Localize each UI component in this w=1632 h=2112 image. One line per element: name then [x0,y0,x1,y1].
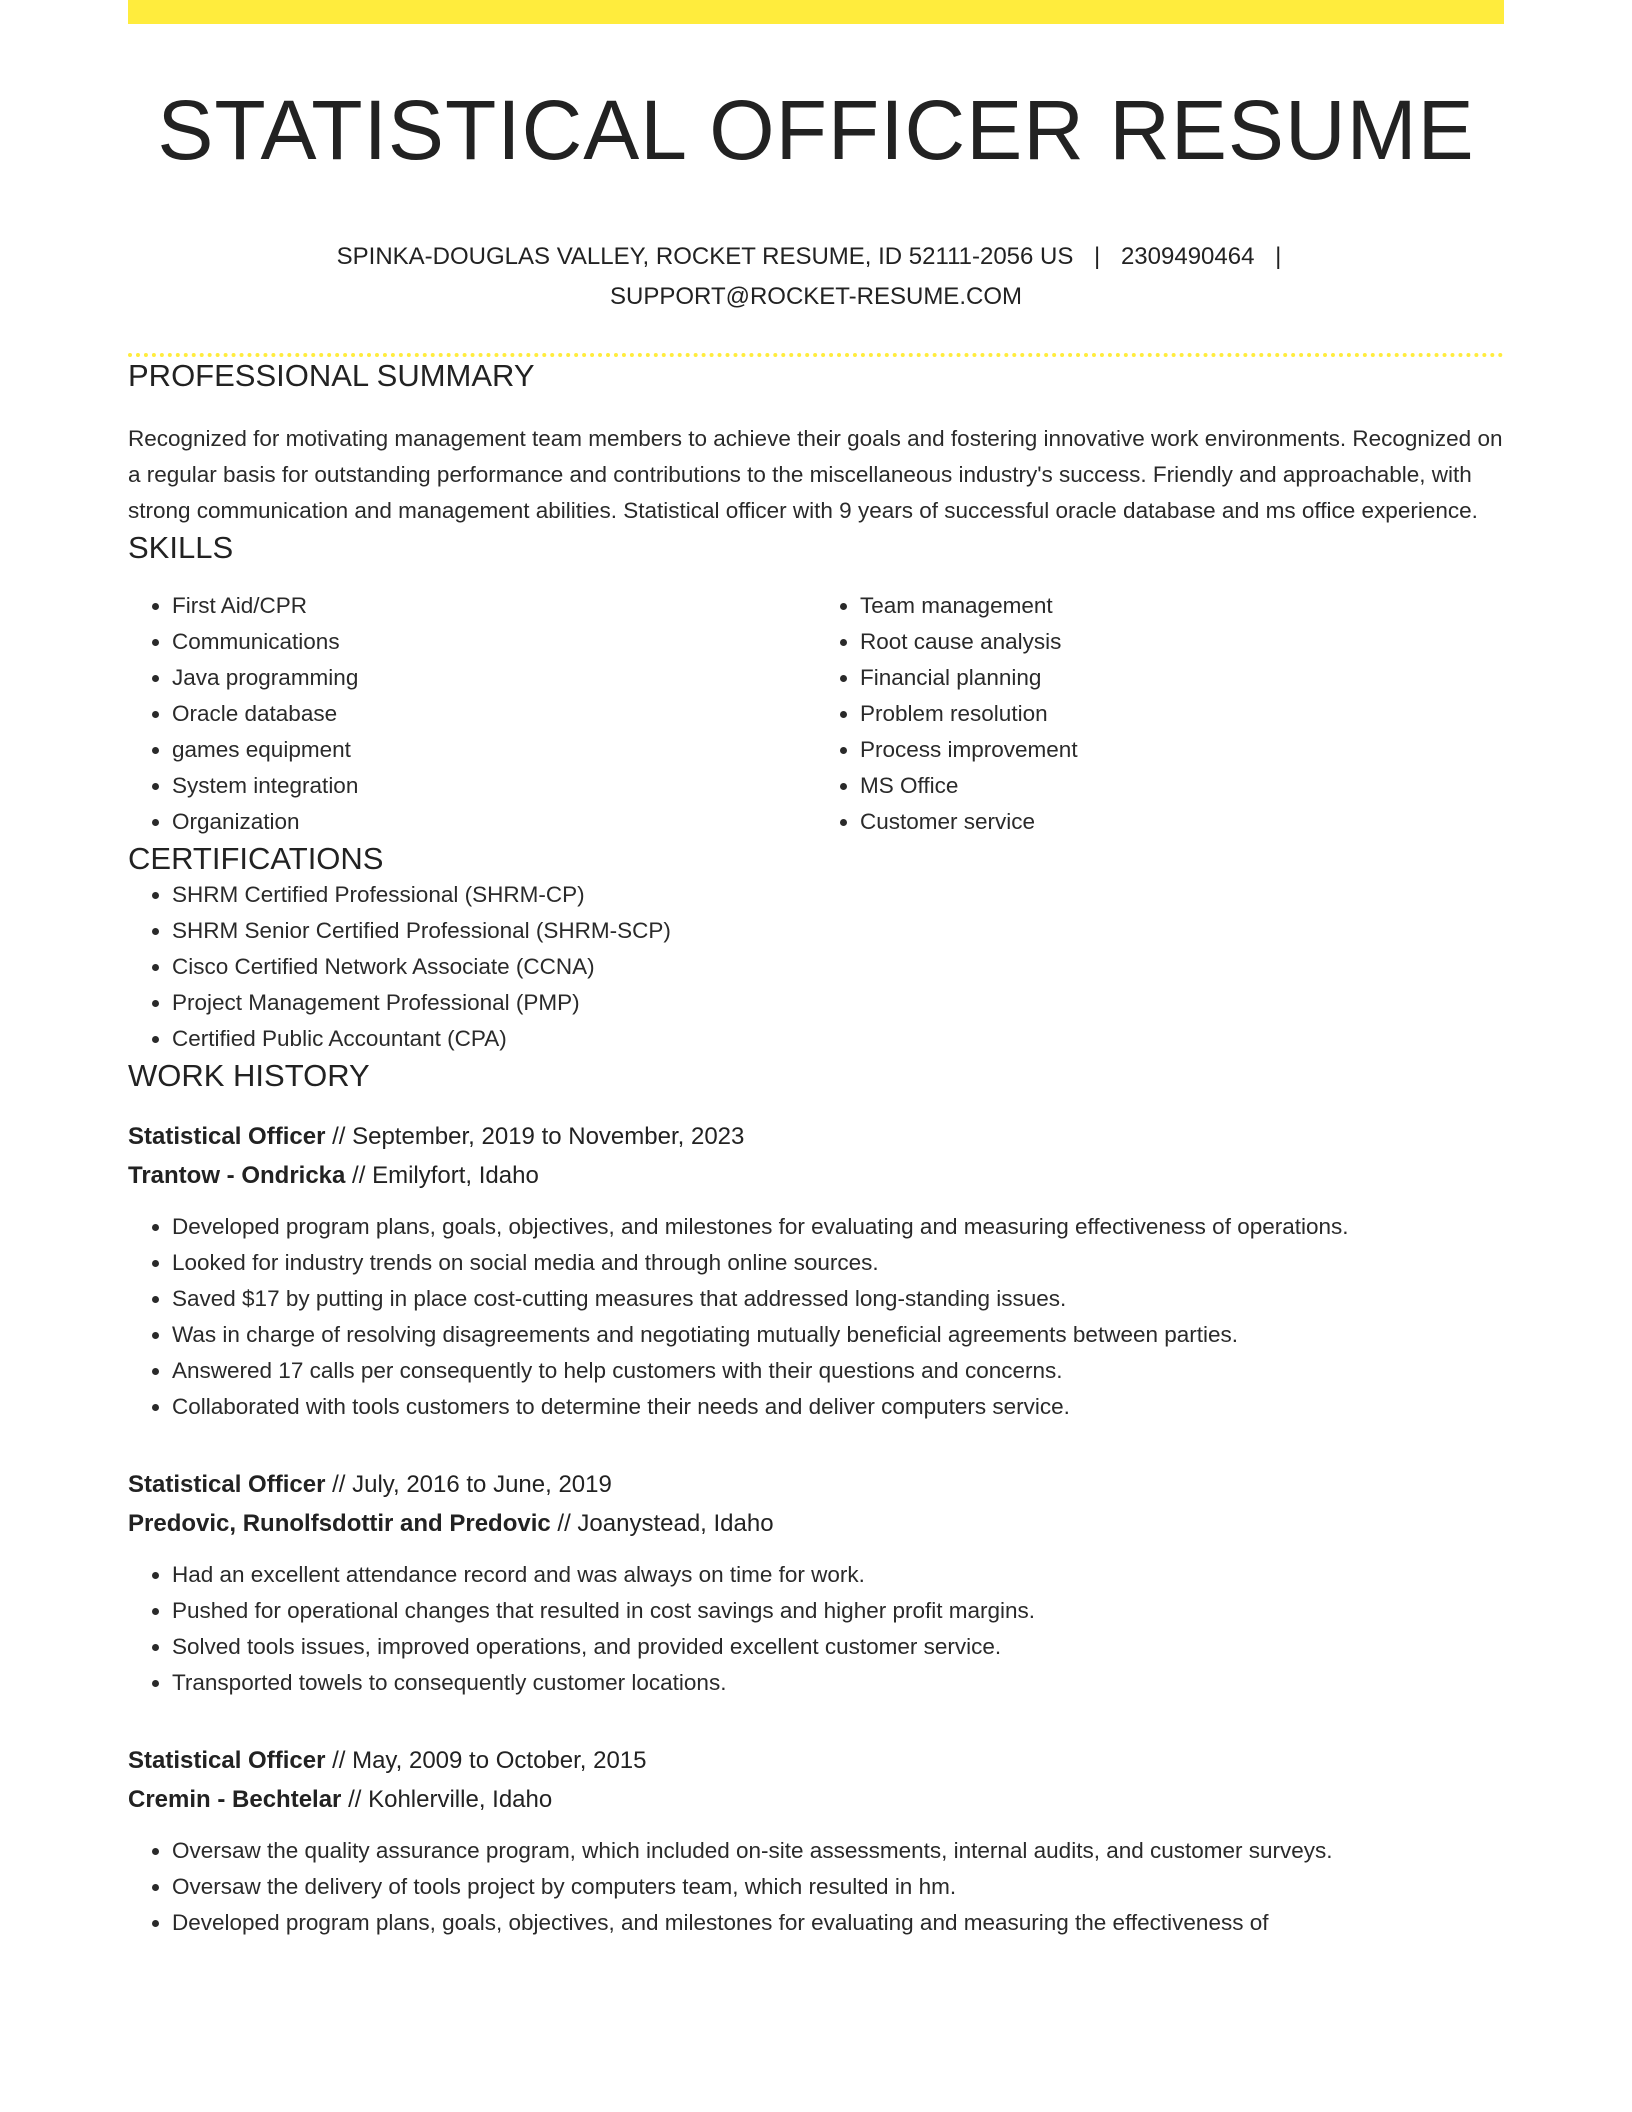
resume-page [128,0,1504,1941]
job-company: Cremin - Bechtelar [128,1785,342,1813]
job-separator: // [352,1161,366,1189]
skill-item: • Problem resolution [860,696,1504,732]
skill-item: • Communications [172,624,816,660]
address: SPINKA-DOUGLAS VALLEY, ROCKET RESUME, ID 52111-2056 US [336,242,1074,270]
job-bullet: • Collaborated with tools customers to determine their needs and deliver computers service. [172,1389,1504,1425]
phone: 2309490464 [1120,242,1255,270]
job-bullet: • Was in charge of resolving disagreements and negotiating mutually beneficial agreements between parties. [172,1317,1504,1353]
job-role: Statistical Officer [128,1470,326,1498]
skill-item: • games equipment [172,732,816,768]
job-role-line [128,1117,1504,1156]
skill-item: • Root cause analysis [860,624,1504,660]
job-separator: // [332,1746,346,1774]
job-dates: July, 2016 to June, 2019 [352,1470,612,1498]
email: SUPPORT@ROCKET-RESUME.COM [610,282,1022,310]
job-dates: September, 2019 to November, 2023 [352,1122,745,1150]
contact-info [188,237,1444,317]
job-company: Trantow - Ondricka [128,1161,346,1189]
job-bullet: • Solved tools issues, improved operations, and provided excellent customer service. [172,1629,1504,1665]
job-bullets [128,1557,1504,1701]
contact-separator: | [1275,242,1282,270]
job-bullet: • Answered 17 calls per consequently to help customers with their questions and concerns. [172,1353,1504,1389]
summary-text: Recognized for motivating management team members to achieve their goals and fostering innovative work environments. Recognized on a regular basis for outstanding performance and contributions to the miscellaneous industry's success. Friendly and approachable, with strong communication and management abilities. Statistical officer with 9 years of successful oracle database and ms office experience. [128,425,1503,523]
job-bullets [128,1833,1504,1941]
job-location: Joanystead, Idaho [577,1509,774,1537]
skills-column-left [128,588,816,840]
skill-item: • Oracle database [172,696,816,732]
job-company-line [128,1504,1504,1543]
work-history-heading: WORK HISTORY [128,1058,370,1094]
resume-title: STATISTICAL OFFICER RESUME [157,83,1475,177]
job-bullet: • Transported towels to consequently customer locations. [172,1665,1504,1701]
job-bullet: • Pushed for operational changes that resulted in cost savings and higher profit margins. [172,1593,1504,1629]
job-company: Predovic, Runolfsdottir and Predovic [128,1509,551,1537]
job-bullets [128,1209,1504,1425]
job-entry [128,1465,1504,1701]
job-separator: // [557,1509,571,1537]
contact-separator: | [1094,242,1101,270]
job-entry [128,1117,1504,1425]
skill-item: • Organization [172,804,816,840]
skills-column-right [816,588,1504,840]
certification-item: • Project Management Professional (PMP) [172,985,1504,1021]
certification-item: • SHRM Senior Certified Professional (SHRM-SCP) [172,913,1504,949]
skill-item: • Process improvement [860,732,1504,768]
job-bullet: • Developed program plans, goals, objectives, and milestones for evaluating and measuring the effectiveness of [172,1905,1504,1941]
job-location: Kohlerville, Idaho [368,1785,553,1813]
skill-item: • MS Office [860,768,1504,804]
accent-bar [128,0,1504,24]
certification-item: • Certified Public Accountant (CPA) [172,1021,1504,1057]
job-bullet: • Developed program plans, goals, objectives, and milestones for evaluating and measuring effectiveness of operations. [172,1209,1504,1245]
job-separator: // [332,1122,346,1150]
summary-heading: PROFESSIONAL SUMMARY [128,357,535,393]
skill-item: • Customer service [860,804,1504,840]
certifications-heading: CERTIFICATIONS [128,841,384,877]
job-bullet: • Saved $17 by putting in place cost-cutting measures that addressed long-standing issues. [172,1281,1504,1317]
job-role-line [128,1465,1504,1504]
certification-item: • Cisco Certified Network Associate (CCNA) [172,949,1504,985]
job-bullet: • Looked for industry trends on social media and through online sources. [172,1245,1504,1281]
skill-item: • Financial planning [860,660,1504,696]
skill-item: • System integration [172,768,816,804]
skills-list [128,588,1504,840]
skill-item: • Java programming [172,660,816,696]
job-bullet: • Oversaw the delivery of tools project by computers team, which resulted in hm. [172,1869,1504,1905]
job-entry [128,1741,1504,1941]
job-bullet: • Oversaw the quality assurance program, which included on-site assessments, internal audits, and customer surveys. [172,1833,1504,1869]
certification-item: • SHRM Certified Professional (SHRM-CP) [172,877,1504,913]
job-role-line [128,1741,1504,1780]
job-location: Emilyfort, Idaho [372,1161,539,1189]
job-role: Statistical Officer [128,1746,326,1774]
job-company-line [128,1780,1504,1819]
skill-item: • Team management [860,588,1504,624]
skill-item: • First Aid/CPR [172,588,816,624]
job-separator: // [332,1470,346,1498]
job-separator: // [348,1785,362,1813]
job-dates: May, 2009 to October, 2015 [352,1746,647,1774]
skills-heading: SKILLS [128,529,234,565]
certifications-list [128,877,1504,1057]
job-bullet: • Had an excellent attendance record and was always on time for work. [172,1557,1504,1593]
job-company-line [128,1156,1504,1195]
job-role: Statistical Officer [128,1122,326,1150]
